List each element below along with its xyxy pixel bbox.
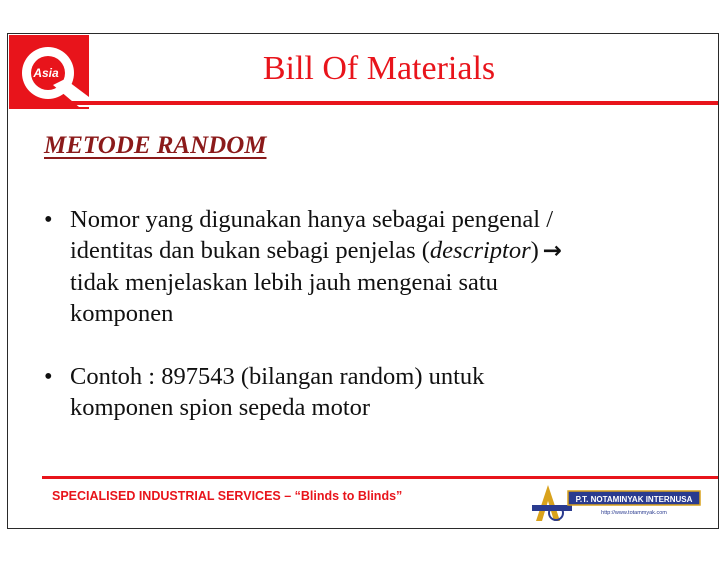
bullet-list: [44, 204, 724, 423]
company-logo: [526, 481, 704, 523]
bullet-italic-term: descriptor: [429, 237, 531, 264]
bullet-text: identitas dan bukan sebagi penjelas (: [70, 237, 430, 264]
slide: [7, 33, 719, 529]
bullet-line: komponen: [70, 300, 174, 327]
bullet-marker: •: [44, 206, 53, 233]
bullet-line: Contoh : 897543 (bilangan random) untuk: [70, 363, 485, 390]
right-arrow-icon: →: [542, 238, 563, 264]
bullet-line: tidak menjelaskan lebih jauh mengenai satu: [70, 269, 498, 296]
asia-logo: [9, 35, 89, 109]
bullet-line: komponen spion sepeda motor: [70, 394, 371, 421]
bullet-item: [44, 361, 724, 423]
bullet-item: [44, 204, 724, 329]
bullet-line: [70, 235, 724, 267]
bullet-marker: •: [44, 363, 53, 390]
logo-text: Asia: [33, 66, 59, 80]
section-heading: METODE RANDOM: [44, 132, 267, 159]
slide-title: Bill Of Materials: [262, 50, 496, 87]
company-name: P.T. NOTAMINYAK INTERNUSA: [575, 495, 693, 504]
bullet-line: Nomor yang digunakan hanya sebagai pengenal /: [70, 206, 554, 233]
bullet-text: ): [530, 237, 539, 264]
footer-text: SPECIALISED INDUSTRIAL SERVICES – “Blinds to Blinds”: [52, 489, 403, 503]
company-url: http://www.totammyak.com: [601, 510, 667, 516]
title-divider: [42, 101, 718, 105]
footer-divider: [42, 476, 718, 479]
